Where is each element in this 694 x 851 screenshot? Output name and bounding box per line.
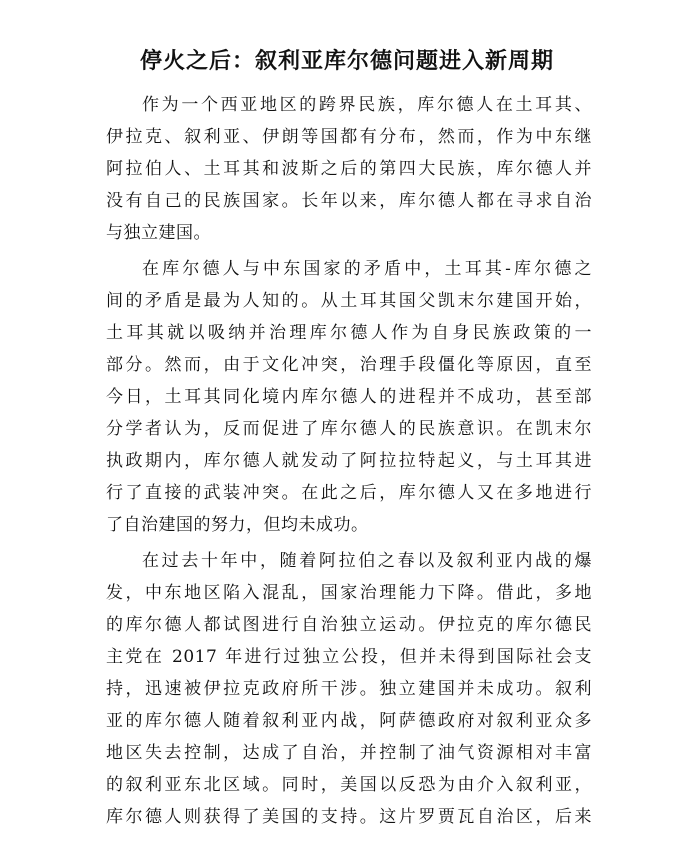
paragraph-2: [106, 253, 592, 541]
paragraph-line: 主党在 2017 年进行过独立公投，但并未得到国际社会支: [106, 647, 592, 667]
paragraph-1: [106, 89, 592, 249]
paragraph-line: 的库尔德人都试图进行自治独立运动。伊拉克的库尔德民: [106, 615, 592, 635]
paragraph-line: 地区失去控制，达成了自治，并控制了油气资源相对丰富: [106, 743, 592, 763]
paragraph-line: 亚的库尔德人随着叙利亚内战，阿萨德政府对叙利亚众多: [106, 711, 592, 731]
paragraph-line: 阿拉伯人、土耳其和波斯之后的第四大民族，库尔德人并: [106, 159, 592, 179]
paragraph-line: 持，迅速被伊拉克政府所干涉。独立建国并未成功。叙利: [106, 679, 592, 699]
article-body: [106, 89, 592, 837]
paragraph-line: 间的矛盾是最为人知的。从土耳其国父凯末尔建国开始，: [106, 291, 592, 311]
paragraph-line: 执政期内，库尔德人就发动了阿拉拉特起义，与土耳其进: [106, 451, 592, 471]
paragraph-line: 库尔德人则获得了美国的支持。这片罗贾瓦自治区，后来: [106, 807, 592, 827]
paragraph-line: 伊拉克、叙利亚、伊朗等国都有分布，然而，作为中东继: [106, 127, 592, 147]
paragraph-line: 与独立建国。: [106, 223, 211, 243]
paragraph-line: 没有自己的民族国家。长年以来，库尔德人都在寻求自治: [106, 191, 592, 211]
article-title: 停火之后：叙利亚库尔德问题进入新周期: [139, 48, 554, 74]
paragraph-line: 在库尔德人与中东国家的矛盾中，土耳其-库尔德之: [142, 259, 592, 279]
paragraph-line: 土耳其就以吸纳并治理库尔德人作为自身民族政策的一: [106, 323, 592, 343]
paragraph-line: 发，中东地区陷入混乱，国家治理能力下降。借此，多地: [106, 583, 592, 603]
paragraph-line: 部分。然而，由于文化冲突，治理手段僵化等原因，直至: [106, 355, 592, 375]
paragraph-line: 分学者认为，反而促进了库尔德人的民族意识。在凯末尔: [106, 419, 592, 439]
paragraph-line: 的叙利亚东北区域。同时，美国以反恐为由介入叙利亚，: [106, 775, 592, 795]
paragraph-line: 在过去十年中，随着阿拉伯之春以及叙利亚内战的爆: [142, 551, 592, 571]
paragraph-3: [106, 545, 592, 833]
paragraph-line: 行了直接的武装冲突。在此之后，库尔德人又在多地进行: [106, 483, 592, 503]
paragraph-line: 今日，土耳其同化境内库尔德人的进程并不成功，甚至部: [106, 387, 592, 407]
paragraph-line: 了自治建国的努力，但均未成功。: [106, 515, 369, 535]
paragraph-line: 作为一个西亚地区的跨界民族，库尔德人在土耳其、: [142, 95, 592, 115]
